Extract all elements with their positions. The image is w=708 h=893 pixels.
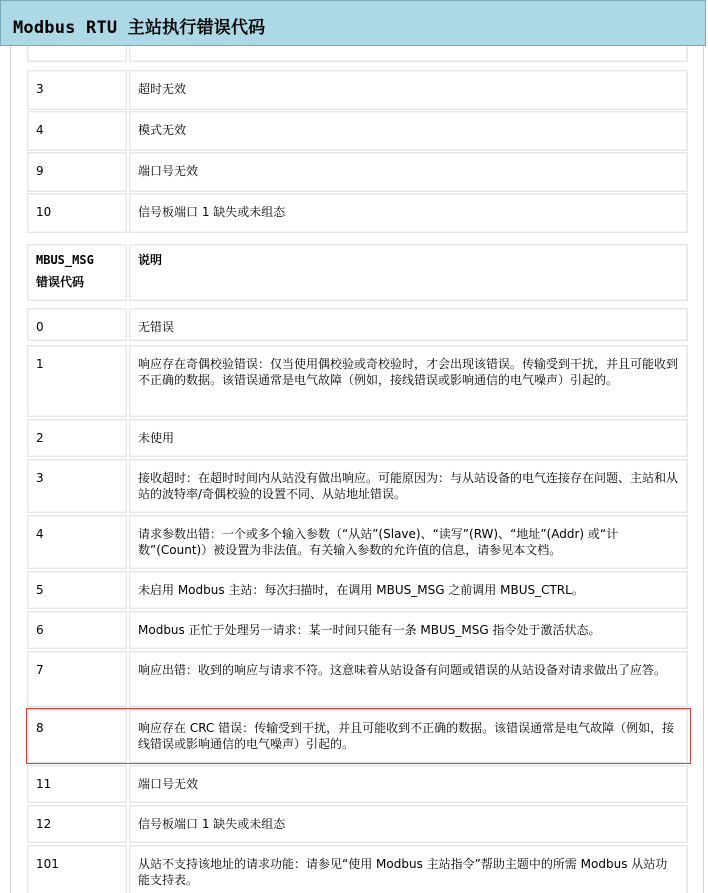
table-row-highlighted [27, 709, 688, 763]
error-code-cell: 0 [27, 308, 127, 341]
page-title: Modbus RTU 主站执行错误代码 [13, 18, 266, 38]
error-description-cell: 请求参数出错：一个或多个输入参数（“从站”(Slave)、“读写”(RW)、“地址”(Addr) 或“计数”(Count)）被设置为非法值。有关输入参数的允许值的信息，请参见本文档。 [129, 515, 688, 569]
error-code-cell: 3 [27, 459, 127, 513]
error-code-cell: 6 [27, 611, 127, 649]
header-code-cell [27, 244, 127, 301]
error-code-cell: 4 [27, 515, 127, 569]
table-row [27, 515, 688, 569]
error-description-cell: 响应出错：收到的响应与请求不符。这意味着从站设备有问题或错误的从站设备对请求做出了应答。 [129, 651, 688, 707]
error-code-cell: 7 [27, 651, 127, 707]
table-row [27, 152, 688, 192]
header-description-cell: 说明 [129, 244, 688, 301]
error-description-cell: 超时无效 [129, 70, 688, 110]
table-row [27, 111, 688, 151]
error-description-cell: 信号板端口 1 缺失或未组态 [129, 805, 688, 843]
table-row [27, 46, 688, 62]
error-description-cell: 端口号无效 [129, 152, 688, 192]
table-row [27, 571, 688, 609]
title-bar [0, 0, 706, 46]
error-description-cell: 未使用 [129, 419, 688, 457]
error-code-cell [27, 46, 127, 62]
table-row [27, 765, 688, 803]
table-row [27, 805, 688, 843]
error-code-cell: 101 [27, 845, 127, 893]
content-frame [10, 46, 704, 893]
error-description-cell: 响应存在奇偶校验错误：仅当使用偶校验或奇校验时，才会出现该错误。传输受到干扰，并且可能收到不正确的数据。该错误通常是电气故障（例如，接线错误或影响通信的电气噪声）引起的。 [129, 345, 688, 417]
error-code-cell: 12 [27, 805, 127, 843]
table-row [27, 845, 688, 893]
error-description-cell: 响应存在 CRC 错误：传输受到干扰，并且可能收到不正确的数据。该错误通常是电气故障（例如，接线错误或影响通信的电气噪声）引起的。 [129, 709, 688, 763]
error-description-cell: Modbus 正忙于处理另一请求：某一时间只能有一条 MBUS_MSG 指令处于激活状态。 [129, 611, 688, 649]
header-code-line1: MBUS_MSG [36, 253, 94, 267]
table-row [27, 459, 688, 513]
table-header-row [27, 244, 688, 301]
error-code-cell: 9 [27, 152, 127, 192]
error-code-cell: 3 [27, 70, 127, 110]
error-description-cell: 从站不支持该地址的请求功能：请参见“使用 Modbus 主站指令”帮助主题中的所需 Modbus 从站功能支持表。 [129, 845, 688, 893]
table-row [27, 193, 688, 233]
table-row [27, 611, 688, 649]
error-code-cell: 2 [27, 419, 127, 457]
table-row [27, 345, 688, 417]
header-code-line2: 错误代码 [36, 275, 85, 289]
error-description-cell [129, 46, 688, 62]
error-code-cell: 1 [27, 345, 127, 417]
error-description-cell: 无错误 [129, 308, 688, 341]
error-code-cell: 5 [27, 571, 127, 609]
error-code-cell: 8 [27, 709, 127, 763]
error-description-cell: 端口号无效 [129, 765, 688, 803]
error-description-cell: 未启用 Modbus 主站：每次扫描时，在调用 MBUS_MSG 之前调用 MBUS_CTRL。 [129, 571, 688, 609]
table-row [27, 651, 688, 707]
error-code-cell: 10 [27, 193, 127, 233]
error-description-cell: 信号板端口 1 缺失或未组态 [129, 193, 688, 233]
table-row [27, 419, 688, 457]
error-code-cell: 11 [27, 765, 127, 803]
table-row [27, 70, 688, 110]
table-row [27, 308, 688, 341]
error-description-cell: 接收超时：在超时时间内从站没有做出响应。可能原因为：与从站设备的电气连接存在问题、主站和从站的波特率/奇偶校验的设置不同、从站地址错误。 [129, 459, 688, 513]
error-code-cell: 4 [27, 111, 127, 151]
error-description-cell: 模式无效 [129, 111, 688, 151]
